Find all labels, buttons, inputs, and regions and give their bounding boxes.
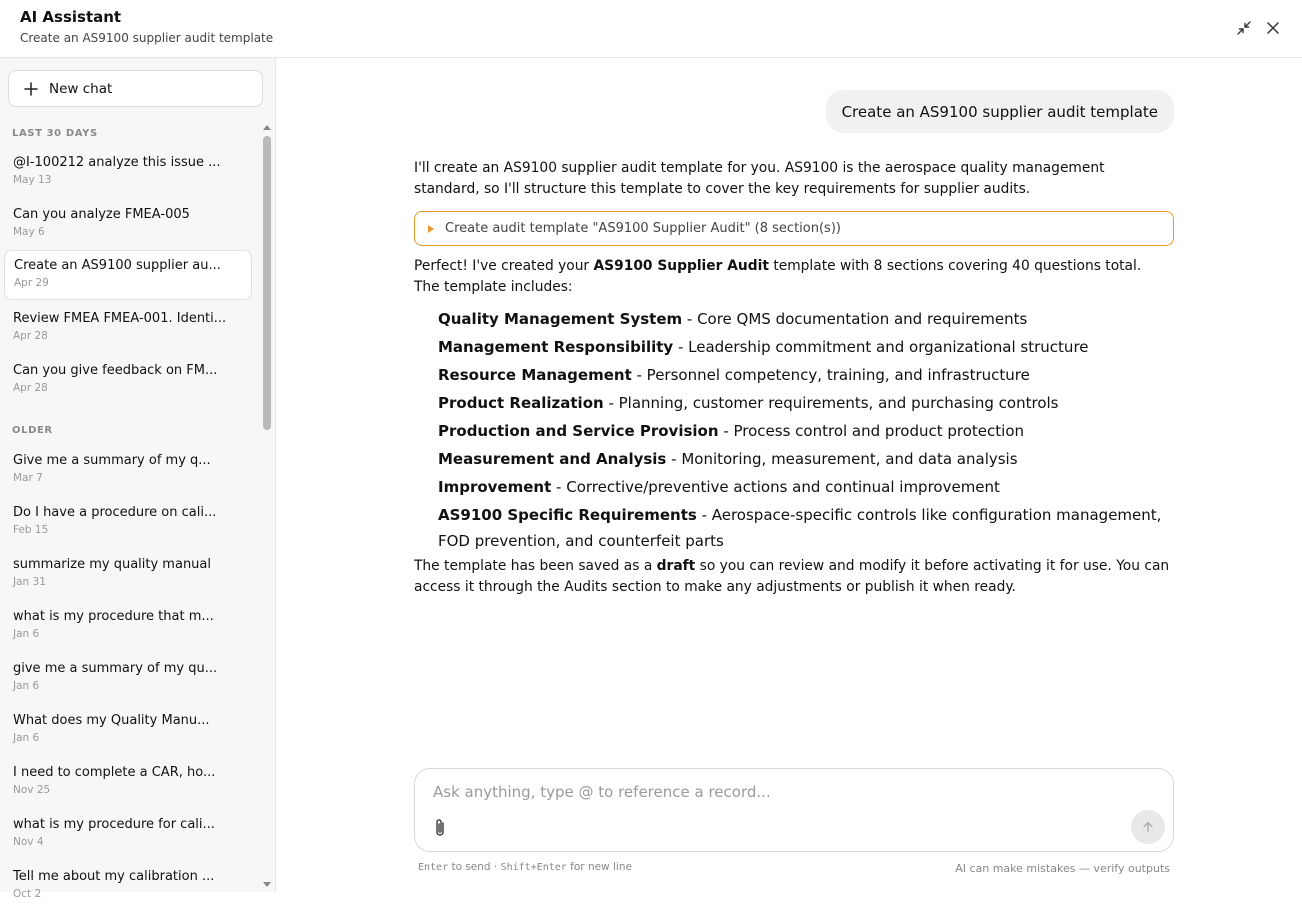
section-label-last-30-days: LAST 30 DAYS xyxy=(12,128,98,139)
chat-item-title: summarize my quality manual xyxy=(13,557,211,572)
close-button[interactable] xyxy=(1263,18,1283,38)
chat-history-sidebar xyxy=(0,58,276,900)
feature-item xyxy=(438,446,1174,472)
chat-item-date: Jan 31 xyxy=(13,576,46,588)
feature-item xyxy=(438,418,1174,444)
close-icon xyxy=(1265,20,1281,36)
chat-item-date: May 6 xyxy=(13,226,45,238)
chat-item-date: Jan 6 xyxy=(13,628,40,640)
chat-item-title: Give me a summary of my q... xyxy=(13,453,211,468)
feature-item xyxy=(438,502,1174,554)
new-chat-label: New chat xyxy=(49,80,113,97)
conversation-subtitle: Create an AS9100 supplier audit template xyxy=(20,31,274,45)
chat-history-item[interactable] xyxy=(4,810,252,860)
chat-item-date: Feb 15 xyxy=(13,524,49,536)
result-text xyxy=(414,256,1174,298)
template-name-bold: AS9100 Supplier Audit xyxy=(593,258,769,274)
send-button[interactable] xyxy=(1131,810,1165,844)
assistant-message xyxy=(414,158,1174,598)
chat-item-date: Nov 25 xyxy=(13,784,51,796)
chat-item-title: Can you give feedback on FM... xyxy=(13,363,218,378)
chat-history-item[interactable] xyxy=(4,862,252,912)
section-label-older: OLDER xyxy=(12,425,53,436)
chat-item-date: Jan 6 xyxy=(13,732,40,744)
scroll-up-arrow[interactable] xyxy=(262,123,272,131)
result-text-post: template with 8 sections covering 40 questions total. xyxy=(768,258,1142,274)
hint-newline-text: for new line xyxy=(566,861,632,873)
feature-desc: - Core QMS documentation and requirements xyxy=(682,310,1028,328)
conversation-panel xyxy=(277,58,1302,892)
keyboard-hint xyxy=(418,861,632,873)
chat-history-item[interactable] xyxy=(4,550,252,600)
chat-item-title: Tell me about my calibration ... xyxy=(13,869,215,884)
chat-history-item[interactable] xyxy=(4,446,252,496)
section-feature-list xyxy=(414,306,1174,554)
chat-item-title: Do I have a procedure on cali... xyxy=(13,505,217,520)
feature-name: Product Realization xyxy=(438,394,604,412)
app-title: AI Assistant xyxy=(20,8,122,26)
feature-desc: - Corrective/preventive actions and continual improvement xyxy=(551,478,1000,496)
new-chat-button[interactable] xyxy=(8,70,263,107)
user-message-bubble: Create an AS9100 supplier audit template xyxy=(826,90,1174,133)
chat-history-item[interactable] xyxy=(4,356,252,406)
feature-name: AS9100 Specific Requirements xyxy=(438,506,697,524)
feature-desc: - Monitoring, measurement, and data analysis xyxy=(666,450,1018,468)
chat-history-item[interactable] xyxy=(4,498,252,548)
chat-history-item-active[interactable] xyxy=(4,250,252,300)
feature-name: Production and Service Provision xyxy=(438,422,719,440)
feature-name: Measurement and Analysis xyxy=(438,450,667,468)
chat-item-date: Mar 7 xyxy=(13,472,43,484)
chat-item-date: Jan 6 xyxy=(13,680,40,692)
chat-item-date: Apr 28 xyxy=(13,382,48,394)
chat-history-item[interactable] xyxy=(4,148,252,198)
feature-item xyxy=(438,362,1174,388)
feature-desc: - Personnel competency, training, and infrastructure xyxy=(631,366,1030,384)
collapse-button[interactable] xyxy=(1234,18,1254,38)
sidebar-scrollbar-thumb[interactable] xyxy=(263,136,271,430)
assistant-intro-text: I'll create an AS9100 supplier audit template for you. AS9100 is the aerospace quality management standard, so I'll structure this template to cover the key requirements for supplier audits. xyxy=(414,160,1105,197)
chat-item-title: what is my procedure that m... xyxy=(13,609,214,624)
result-text-pre: Perfect! I've created your xyxy=(414,258,594,274)
chat-item-title: What does my Quality Manu... xyxy=(13,713,210,728)
feature-desc: - Leadership commitment and organizational structure xyxy=(673,338,1089,356)
feature-name: Management Responsibility xyxy=(438,338,674,356)
chat-item-date: Apr 28 xyxy=(13,330,48,342)
closing-text-post: so you can review and modify it before activating it for use. You can access it through the Audits section to make any adjustments or publish it when ready. xyxy=(414,558,1170,595)
chat-item-title: Create an AS9100 supplier au... xyxy=(14,258,221,273)
hint-enter-key: Enter xyxy=(418,862,449,873)
feature-name: Resource Management xyxy=(438,366,632,384)
plus-icon xyxy=(23,81,39,97)
chat-item-title: what is my procedure for cali... xyxy=(13,817,215,832)
chat-history-item[interactable] xyxy=(4,200,252,250)
chat-history-item[interactable] xyxy=(4,706,252,756)
chat-item-title: give me a summary of my qu... xyxy=(13,661,218,676)
chat-history-item[interactable] xyxy=(4,602,252,652)
chat-history-item[interactable] xyxy=(4,304,252,354)
chat-item-date: Oct 2 xyxy=(13,888,42,900)
arrow-up-icon xyxy=(1141,820,1155,834)
paperclip-icon[interactable] xyxy=(431,817,449,839)
collapse-icon xyxy=(1236,20,1252,36)
app-header xyxy=(0,0,1302,58)
chat-item-title: Can you analyze FMEA-005 xyxy=(13,207,190,222)
tool-call-expander[interactable] xyxy=(414,211,1174,246)
hint-shift-key: Shift+Enter xyxy=(500,862,567,873)
chat-item-date: Apr 29 xyxy=(14,277,49,289)
message-input[interactable] xyxy=(433,781,1123,803)
message-composer xyxy=(414,768,1174,852)
chat-history-item[interactable] xyxy=(4,758,252,808)
feature-desc: - Planning, customer requirements, and purchasing controls xyxy=(603,394,1059,412)
feature-name: Improvement xyxy=(438,478,552,496)
chat-item-date: May 13 xyxy=(13,174,52,186)
draft-bold: draft xyxy=(656,558,696,574)
includes-label: The template includes: xyxy=(414,279,573,295)
feature-item xyxy=(438,334,1174,360)
scroll-down-arrow[interactable] xyxy=(262,881,272,889)
closing-text-pre: The template has been saved as a xyxy=(414,558,657,574)
chat-item-date: Nov 4 xyxy=(13,836,44,848)
hint-send-text: to send · xyxy=(448,861,501,873)
chat-item-title: I need to complete a CAR, ho... xyxy=(13,765,216,780)
chat-item-title: Review FMEA FMEA-001. Identi... xyxy=(13,311,227,326)
disclaimer-text: AI can make mistakes — verify outputs xyxy=(955,862,1170,875)
feature-desc: - Process control and product protection xyxy=(718,422,1025,440)
feature-name: Quality Management System xyxy=(438,310,683,328)
chat-item-title: @I-100212 analyze this issue ... xyxy=(13,155,221,170)
feature-item xyxy=(438,474,1174,500)
closing-text xyxy=(414,556,1174,598)
feature-desc: - Aerospace-specific controls like configuration management, FOD prevention, and counterfeit parts xyxy=(438,506,1162,550)
feature-item xyxy=(438,306,1174,332)
tool-call-label: Create audit template "AS9100 Supplier Audit" (8 section(s)) xyxy=(445,221,841,236)
expand-triangle-icon xyxy=(427,225,435,233)
feature-item xyxy=(438,390,1174,416)
chat-history-item[interactable] xyxy=(4,654,252,704)
